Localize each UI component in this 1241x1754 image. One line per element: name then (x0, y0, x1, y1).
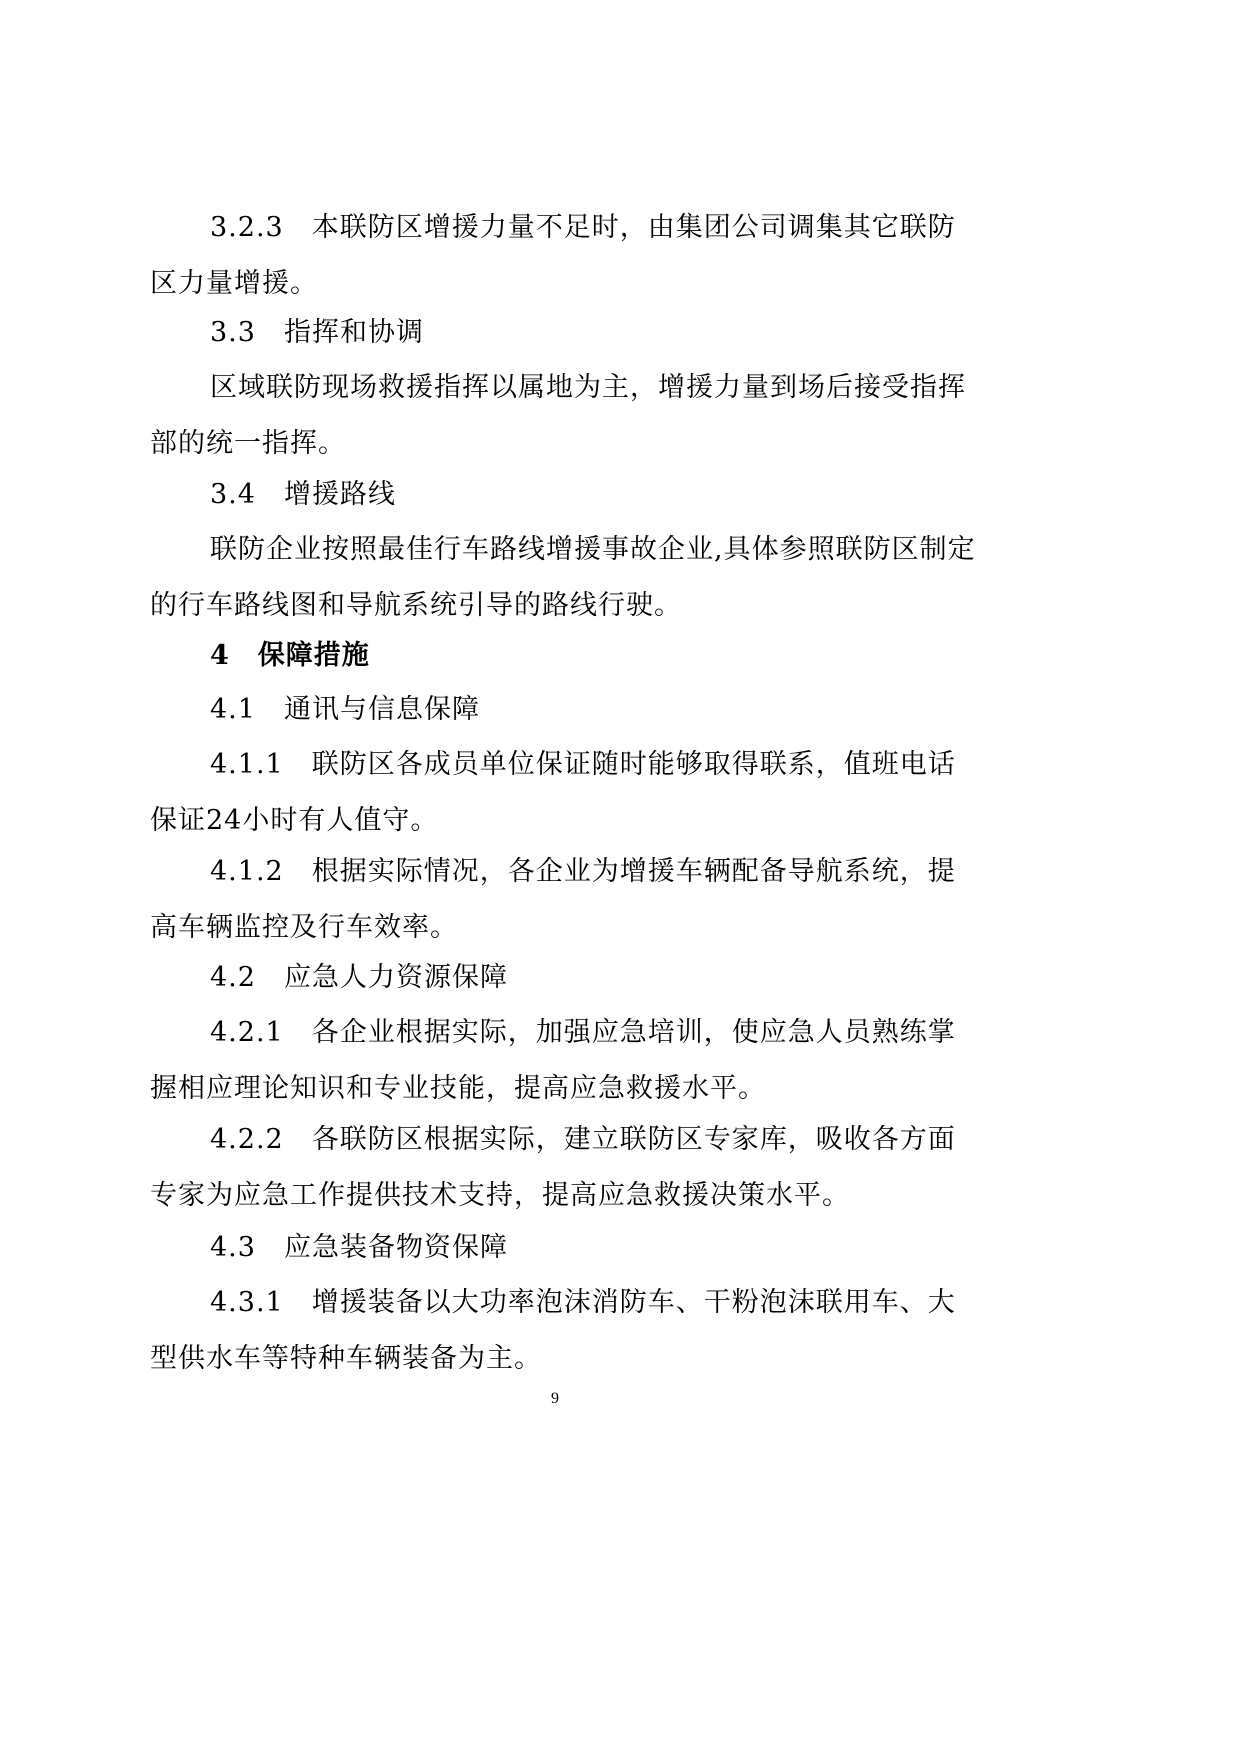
heading-4: 4 保障措施 (210, 640, 370, 671)
paragraph-3-4-body: 联防企业按照最佳行车路线增援事故企业,具体参照联防区制定的行车路线图和导航系统引导的路线行驶。 (150, 534, 976, 621)
page-number: 9 (551, 1390, 559, 1407)
paragraph-3-2-3: 3.2.3 本联防区增援力量不足时，由集团公司调集其它联防区力量增援。 (150, 212, 956, 299)
paragraph-4-2-2: 4.2.2 各联防区根据实际，建立联防区专家库，吸收各方面专家为应急工作提供技术支持，提高应急救援决策水平。 (150, 1124, 956, 1211)
heading-4-1: 4.1 通讯与信息保障 (210, 694, 480, 725)
heading-3-3: 3.3 指挥和协调 (210, 317, 424, 348)
paragraph-4-2-1: 4.2.1 各企业根据实际，加强应急培训，使应急人员熟练掌握相应理论知识和专业技能，提高应急救援水平。 (150, 1017, 956, 1104)
heading-4-3: 4.3 应急装备物资保障 (210, 1232, 508, 1263)
heading-3-4: 3.4 增援路线 (210, 479, 396, 510)
paragraph-4-3-1: 4.3.1 增援装备以大功率泡沫消防车、干粉泡沫联用车、大型供水车等特种车辆装备为主。 (150, 1287, 956, 1374)
heading-4-2: 4.2 应急人力资源保障 (210, 962, 508, 993)
paragraph-3-3-body: 区域联防现场救援指挥以属地为主，增援力量到场后接受指挥部的统一指挥。 (150, 372, 966, 459)
paragraph-4-1-1: 4.1.1 联防区各成员单位保证随时能够取得联系，值班电话保证24小时有人值守。 (150, 749, 956, 836)
paragraph-4-1-2: 4.1.2 根据实际情况，各企业为增援车辆配备导航系统，提高车辆监控及行车效率。 (150, 856, 956, 943)
